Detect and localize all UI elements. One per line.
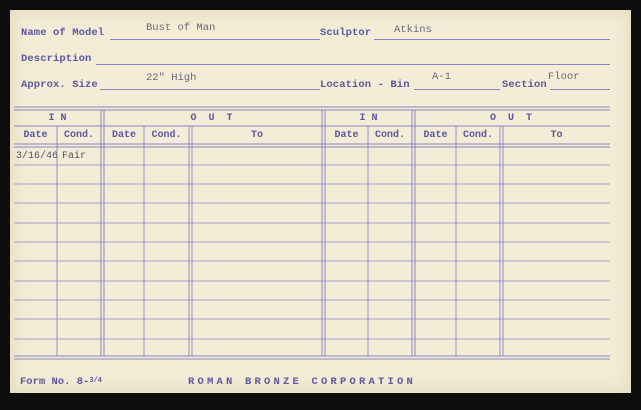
size-label: Approx. Size bbox=[21, 79, 98, 91]
size-underline bbox=[100, 89, 320, 90]
form-number-fraction: 3/4 bbox=[89, 377, 102, 385]
col-header-to-2: To bbox=[550, 130, 563, 141]
record-card bbox=[10, 10, 631, 393]
model-label: Name of Model bbox=[21, 27, 105, 39]
bin-value: A-1 bbox=[432, 71, 451, 83]
description-label: Description bbox=[21, 53, 92, 65]
size-value: 22" High bbox=[146, 72, 197, 84]
col-header-cond-1: Cond. bbox=[63, 130, 94, 141]
sculptor-label: Sculptor bbox=[320, 27, 372, 39]
col-header-cond-2: Cond. bbox=[151, 130, 182, 141]
form-number-text: Form No. 8- bbox=[20, 376, 90, 388]
group-header-in-2: I N bbox=[359, 113, 378, 124]
row-1-cond-in: Fair bbox=[62, 151, 87, 162]
col-header-to-1: To bbox=[250, 130, 263, 141]
sculptor-value: Atkins bbox=[394, 24, 432, 36]
col-header-cond-4: Cond. bbox=[462, 130, 493, 141]
description-underline bbox=[96, 64, 610, 65]
col-header-date-4: Date bbox=[423, 130, 448, 141]
company-name: ROMAN BRONZE CORPORATION bbox=[188, 376, 417, 388]
section-label: Section bbox=[502, 79, 547, 91]
section-value: Floor bbox=[548, 71, 580, 83]
model-underline bbox=[110, 39, 320, 40]
sculptor-underline bbox=[374, 39, 610, 40]
location-label: Location - Bin bbox=[320, 79, 410, 91]
row-1-date-in: 3/16/46 bbox=[16, 151, 59, 162]
col-header-cond-3: Cond. bbox=[374, 130, 405, 141]
group-header-out-1: O U T bbox=[190, 113, 236, 124]
form-number bbox=[20, 376, 102, 388]
ledger-table bbox=[14, 105, 610, 367]
col-header-date-3: Date bbox=[334, 130, 359, 141]
section-underline bbox=[550, 89, 610, 90]
bin-underline bbox=[414, 89, 500, 90]
group-header-out-2: O U T bbox=[489, 113, 535, 124]
col-header-date-2: Date bbox=[111, 130, 136, 141]
ledger-grid bbox=[14, 105, 610, 367]
model-value: Bust of Man bbox=[146, 22, 216, 34]
col-header-date-1: Date bbox=[23, 130, 48, 141]
group-header-in-1: I N bbox=[48, 113, 67, 124]
